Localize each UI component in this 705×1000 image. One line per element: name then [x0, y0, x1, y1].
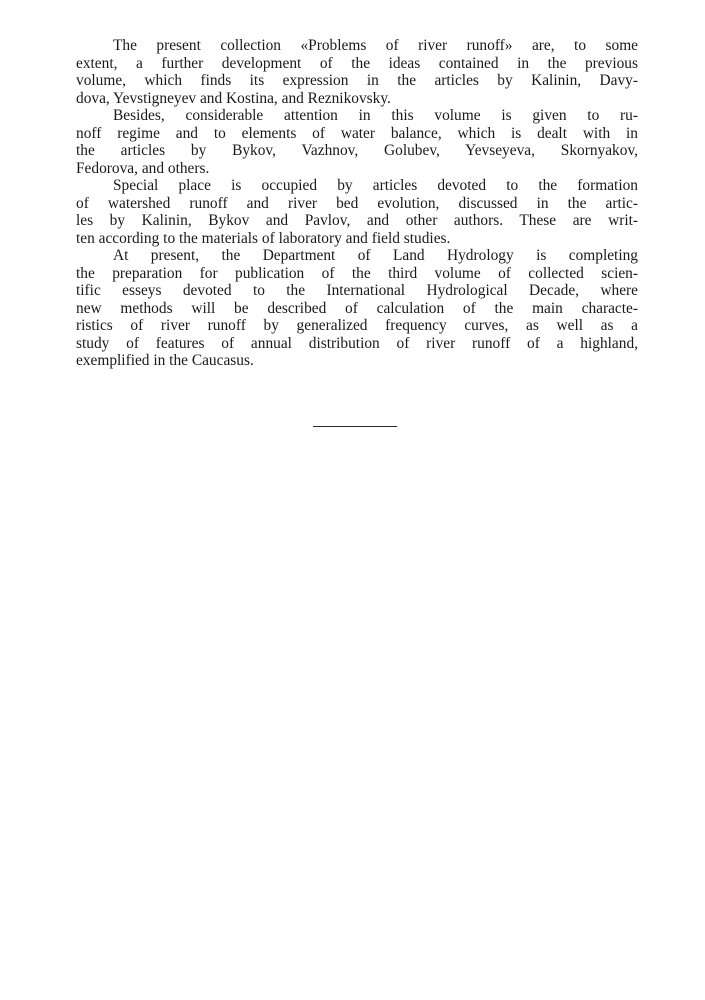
- text-line: Besides, considerable attention in this volume is given to ru-: [113, 107, 638, 124]
- text-line: dova, Yevstigneyev and Kostina, and Reznikovsky.: [76, 89, 391, 107]
- text-line: exemplified in the Caucasus.: [76, 352, 254, 369]
- paragraph-runoff-regime: [76, 107, 638, 177]
- text-line: the articles by Bykov, Vazhnov, Golubev, Yevseyeva, Skornyakov,: [76, 142, 638, 159]
- text-line: noff regime and to elements of water balance, which is dealt with in: [76, 124, 638, 142]
- text-line: the preparation for publication of the third volume of collected scien-: [76, 264, 638, 282]
- text-line: ristics of river runoff by generalized frequency curves, as well as a: [76, 317, 638, 334]
- body-text: [76, 37, 638, 370]
- paragraph-third-volume: [76, 247, 638, 370]
- text-line: tific esseys devoted to the International Hydrological Decade, where: [76, 282, 638, 299]
- text-line: new methods will be described of calculation of the main characte-: [76, 299, 638, 317]
- text-line: volume, which finds its expression in the articles by Kalinin, Davy-: [76, 72, 638, 89]
- text-line: les by Kalinin, Bykov and Pavlov, and other authors. These are writ-: [76, 212, 638, 229]
- text-line: extent, a further development of the ideas contained in the previous: [76, 54, 638, 72]
- text-line: ten according to the materials of laboratory and field studies.: [76, 229, 451, 247]
- paragraph-watershed-runoff: [76, 177, 638, 247]
- paragraph-collection-overview: [76, 37, 638, 107]
- text-line: Fedorova, and others.: [76, 159, 210, 177]
- text-line: Special place is occupied by articles devoted to the formation: [113, 177, 638, 194]
- section-end-rule: [313, 426, 397, 427]
- text-line: The present collection «Problems of river runoff» are, to some: [113, 37, 638, 54]
- text-line: At present, the Department of Land Hydrology is completing: [113, 247, 638, 264]
- text-line: study of features of annual distribution of river runoff of a highland,: [76, 334, 638, 352]
- text-line: of watershed runoff and river bed evolution, discussed in the artic-: [76, 194, 638, 212]
